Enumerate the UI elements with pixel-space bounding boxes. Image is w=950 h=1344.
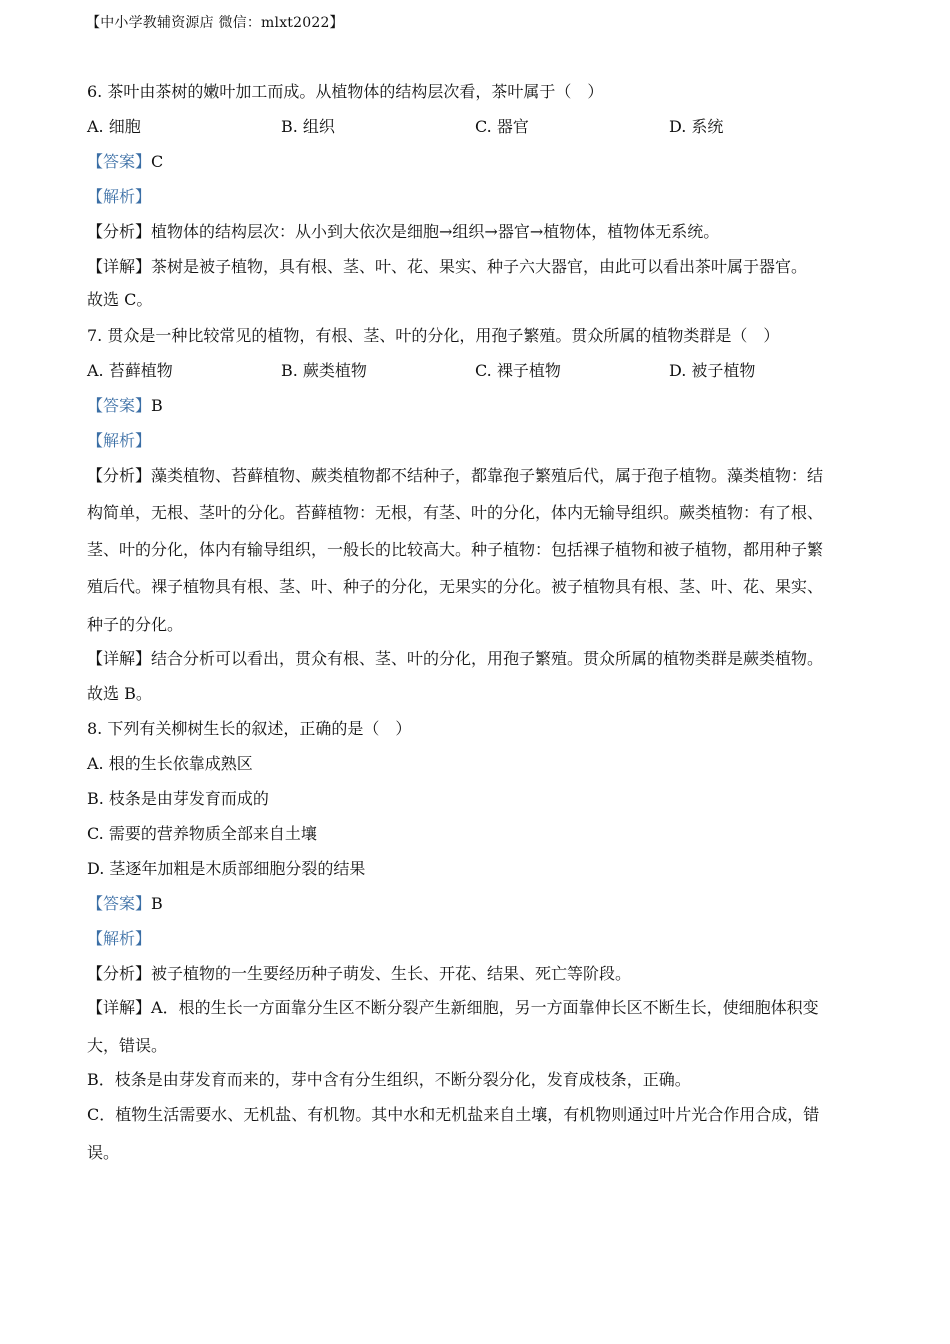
q7-detail — [87, 648, 823, 670]
q8-detail-line: C．植物生活需要水、无机盐、有机物。其中水和无机盐来自土壤，有机物则通过叶片光合作用合成，错 — [87, 1105, 820, 1124]
q7-option-d: D. 被子植物 — [669, 361, 756, 380]
q7-analysis-line: 茎、叶的分化，体内有输导组织，一般长的比较高大。种子植物：包括裸子植物和被子植物，都用种子繁 — [87, 540, 824, 559]
analysis-text: 植物体的结构层次：从小到大依次是细胞→组织→器官→植物体，植物体无系统。 — [151, 222, 720, 241]
q8-option-c: C. 需要的营养物质全部来自土壤 — [87, 824, 317, 843]
answer-value: B — [151, 894, 163, 913]
q8-option-d: D. 茎逐年加粗是木质部细胞分裂的结果 — [87, 859, 366, 878]
q6-answer — [87, 151, 163, 173]
q6-option-a: A. 细胞 — [87, 117, 141, 136]
q7-option-c: C. 裸子植物 — [475, 361, 561, 380]
q8-analysis — [87, 963, 631, 985]
detail-tag: 【详解】 — [87, 998, 152, 1017]
q6-detail — [87, 256, 807, 278]
q6-conclusion: 故选 C。 — [87, 290, 153, 309]
q7-analysis-line — [87, 465, 823, 487]
q7-option-a: A. 苔藓植物 — [87, 361, 173, 380]
detail-tag: 【详解】 — [87, 257, 152, 276]
answer-tag: 【答案】 — [87, 396, 152, 415]
q6-explain-tag: 【解析】 — [87, 187, 152, 206]
q6-analysis — [87, 221, 719, 243]
page-header: 【中小学教辅资源店 微信：mlxt2022】 — [86, 15, 344, 31]
q6-option-b: B. 组织 — [281, 117, 335, 136]
q6-option-d: D. 系统 — [669, 117, 724, 136]
question-8-stem: 8. 下列有关柳树生长的叙述，正确的是（ ） — [87, 719, 412, 738]
answer-tag: 【答案】 — [87, 894, 152, 913]
q8-detail-line — [87, 997, 819, 1019]
q8-option-a: A. 根的生长依靠成熟区 — [87, 754, 253, 773]
analysis-tag: 【分析】 — [87, 964, 152, 983]
q7-analysis-line: 殖后代。裸子植物具有根、茎、叶、种子的分化，无果实的分化。被子植物具有根、茎、叶、花、果实、 — [87, 577, 824, 596]
q8-explain-tag: 【解析】 — [87, 929, 152, 948]
q7-explain-tag: 【解析】 — [87, 431, 152, 450]
analysis-tag: 【分析】 — [87, 222, 152, 241]
q7-option-b: B. 蕨类植物 — [281, 361, 367, 380]
detail-text: 茶树是被子植物，具有根、茎、叶、花、果实、种子六大器官，由此可以看出茶叶属于器官。 — [151, 257, 808, 276]
q7-analysis-line: 构简单，无根、茎叶的分化。苔藓植物：无根，有茎、叶的分化，体内无输导组织。蕨类植物：有了根、 — [87, 503, 824, 522]
q7-analysis-line: 种子的分化。 — [87, 615, 184, 634]
q8-detail-line: 大，错误。 — [87, 1036, 168, 1055]
detail-text: A．根的生长一方面靠分生区不断分裂产生新细胞，另一方面靠伸长区不断生长，使细胞体积变 — [151, 998, 819, 1017]
answer-tag: 【答案】 — [87, 152, 152, 171]
q8-option-b: B. 枝条是由芽发育而成的 — [87, 789, 269, 808]
q7-answer — [87, 395, 163, 417]
analysis-tag: 【分析】 — [87, 466, 152, 485]
analysis-text: 藻类植物、苔藓植物、蕨类植物都不结种子，都靠孢子繁殖后代，属于孢子植物。藻类植物：结 — [151, 466, 824, 485]
q8-detail-line: B．枝条是由芽发育而来的，芽中含有分生组织，不断分裂分化，发育成枝条，正确。 — [87, 1070, 691, 1089]
q8-answer — [87, 893, 163, 915]
question-7-stem: 7. 贯众是一种比较常见的植物，有根、茎、叶的分化，用孢子繁殖。贯众所属的植物类群是（ ） — [87, 326, 780, 345]
answer-value: B — [151, 396, 163, 415]
detail-text: 结合分析可以看出，贯众有根、茎、叶的分化，用孢子繁殖。贯众所属的植物类群是蕨类植物。 — [151, 649, 824, 668]
analysis-text: 被子植物的一生要经历种子萌发、生长、开花、结果、死亡等阶段。 — [151, 964, 632, 983]
q6-option-c: C. 器官 — [475, 117, 529, 136]
detail-tag: 【详解】 — [87, 649, 152, 668]
answer-value: C — [151, 152, 164, 171]
question-6-stem: 6. 茶叶由茶树的嫩叶加工而成。从植物体的结构层次看，茶叶属于（ ） — [87, 82, 604, 101]
q7-conclusion: 故选 B。 — [87, 684, 152, 703]
q8-detail-line: 误。 — [87, 1143, 120, 1162]
